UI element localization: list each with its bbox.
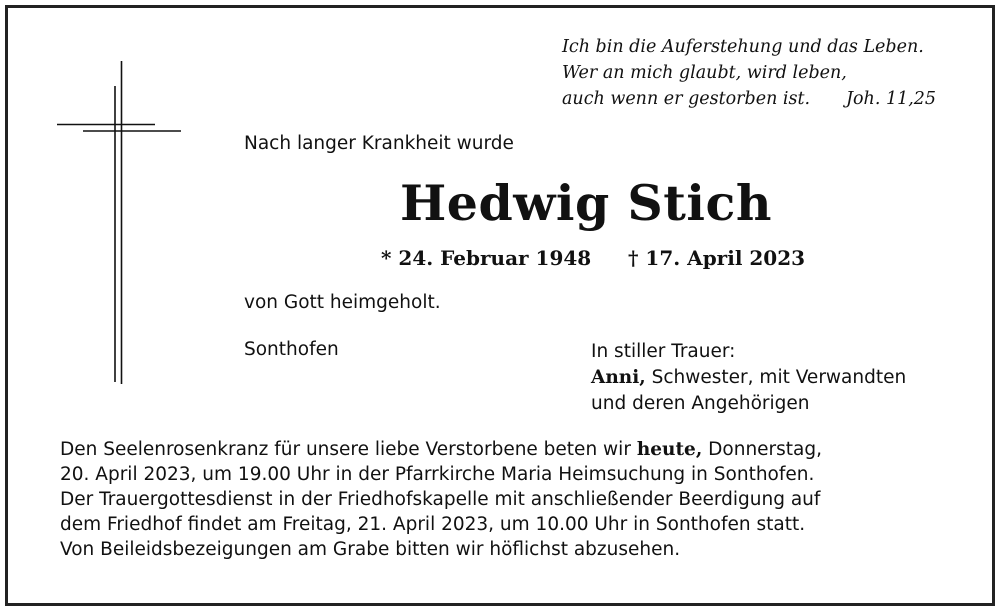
place-name: Sonthofen [244,339,339,360]
service-notice [60,437,960,562]
notice-line-1a: Den Seelenrosenkranz für unsere liebe Verstorbene beten wir [60,439,631,460]
cross-icon [0,0,200,400]
death-date: † 17. April 2023 [628,246,806,270]
deceased-name: Hedwig Stich [400,174,772,232]
notice-line-4: dem Friedhof findet am Freitag, 21. April 2023, um 10.00 Uhr in Sonthofen statt. [60,514,806,535]
notice-line-5: Von Beileidsbezeigungen am Grabe bitten wir höflichst abzusehen. [60,539,681,560]
mourners-block [591,339,906,417]
notice-line-1c: Donnerstag, [708,439,823,460]
mourners-heading: In stiller Trauer: [591,341,736,362]
notice-emphasis: heute, [636,439,703,460]
mourner-relation: Schwester, mit Verwandten [651,367,907,388]
quote-line-1: Ich bin die Auferstehung und das Leben. [562,37,924,57]
mourners-line-3: und deren Angehörigen [591,393,810,414]
bible-quote [562,34,952,112]
birth-date: * 24. Februar 1948 [381,246,592,270]
quote-line-2: Wer an mich glaubt, wird leben, [562,63,847,83]
outro-text: von Gott heimgeholt. [244,292,441,313]
notice-line-1 [60,437,960,462]
intro-text: Nach langer Krankheit wurde [244,133,514,154]
quote-reference: Joh. 11,25 [846,89,937,109]
mourners-primary [591,365,906,391]
notice-line-2: 20. April 2023, um 19.00 Uhr in der Pfarrkirche Maria Heimsuchung in Sonthofen. [60,464,815,485]
quote-line-3: auch wenn er gestorben ist. [562,89,811,109]
notice-line-3: Der Trauergottesdienst in der Friedhofskapelle mit anschließender Beerdigung auf [60,489,821,510]
mourner-name: Anni, [591,367,646,388]
